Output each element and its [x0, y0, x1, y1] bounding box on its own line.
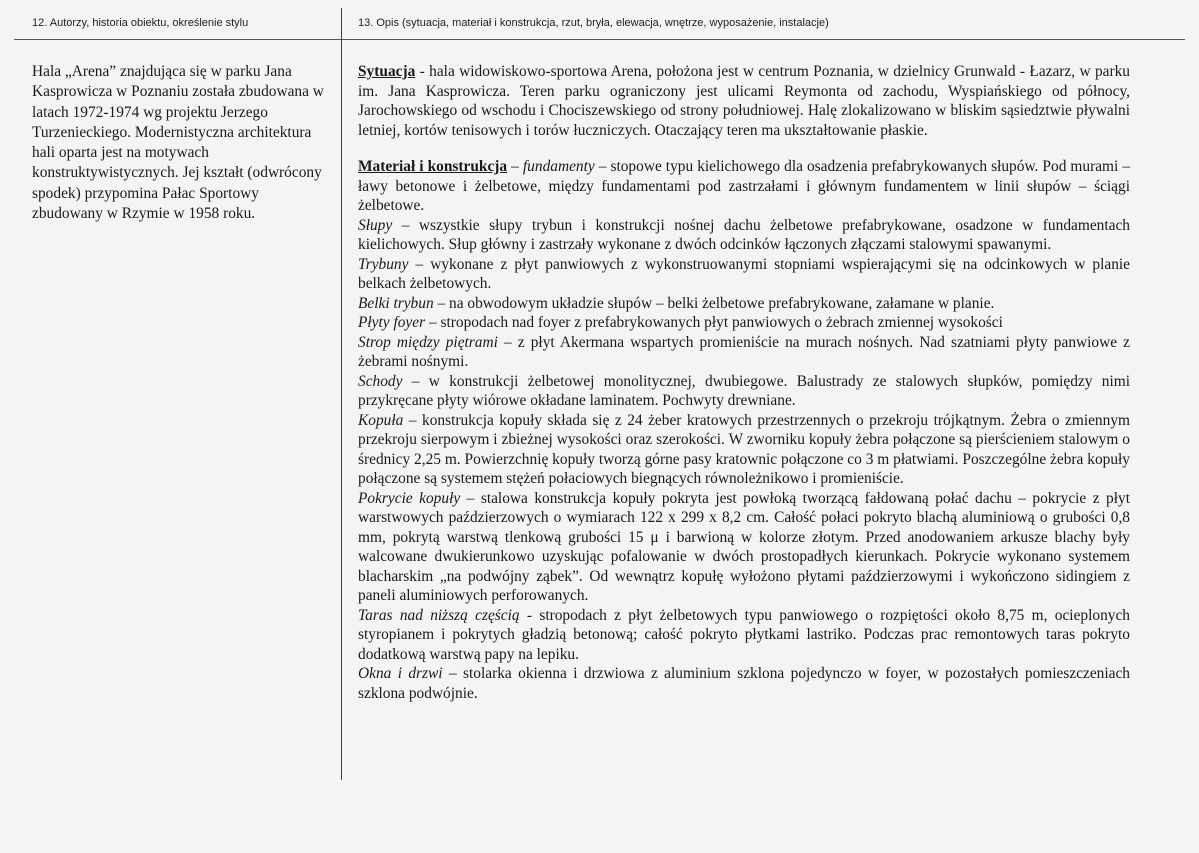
section-strop: Strop między piętrami – z płyt Akermana wspartych promieniście na murach nośnych. Nad szatniami płyty panwiowe z żebrami nośnymi.	[358, 333, 1130, 370]
header-right: 13. Opis (sytuacja, materiał i konstrukcja, rzut, bryła, elewacja, wnętrze, wyposażenie, instalacje)	[358, 17, 829, 29]
section-sytuacja: Sytuacja - hala widowiskowo-sportowa Arena, położona jest w centrum Poznania, w dzielnicy Grunwald - Łazarz, w parku im. Jana Kasprowicza. Teren parku ograniczony jest ulicami Reymonta od zachodu, Wyspiańskiego od północy, Jarochowskiego od wschodu i Chociszewskiego od strony południowej. Halę zlokalizowano w bliskim sąsiedztwie pływalni letniej, kortów tenisowych i torów łuczniczych. Otaczający teren ma ukształtowanie płaskie.	[358, 63, 1130, 139]
section-plyty-foyer: Płyty foyer – stropodach nad foyer z prefabrykowanych płyt panwiowych o żebrach zmiennej wysokości	[358, 314, 1003, 331]
section-pokrycie: Pokrycie kopuły – stalowa konstrukcja kopuły pokryta jest powłoką tworzącą fałdowaną połać dachu – pokrycie z płyt warstwowych paździerzowych o wymiarach 122 x 299 x 8,2 cm. Całość połaci pokryto blachą aluminiową o grubości 0,8 mm, pokrytą warstwą tlenkową grubości 15 μ i barwioną w kolorze złotym. Przed anodowaniem arkusze blachy były walcowane dwukierunkowo uzyskując pofalowanie w dwóch prostopadłych kierunkach. Pokrycie wykonano systemem blacharskim „na podwójny ząbek”. Od wewnątrz kopułę wyłożono płytami paździerzowymi i wykończono sidingiem z paneli aluminiowych perforowanych.	[358, 489, 1130, 604]
section-material: Materiał i konstrukcja – fundamenty – stopowe typu kielichowego dla osadzenia prefabrykowanych słupów. Pod murami – ławy betonowe i żelbetowe, między fundamentami pod zastrzałami i głównym fundamentem w linii słupów – ściągi żelbetowe.	[358, 158, 1131, 214]
section-belki: Belki trybun – na obwodowym układzie słupów – belki żelbetowe prefabrykowane, załamane w planie.	[358, 294, 995, 312]
section-okna: Okna i drzwi – stolarka okienna i drzwiowa z aluminium szklona pojedynczo w foyer, w pozostałych pomieszczeniach szklona podwójnie.	[358, 665, 1130, 702]
section-slupy: Słupy – wszystkie słupy trybun i konstrukcji nośnej dachu żelbetowe prefabrykowane, osadzone w fundamentach kielichowych. Słup główny i zastrzały wykonane z dwóch odcinków łączonych złączami stalowymi spawanymi.	[358, 216, 1130, 253]
section-kopula: Kopuła – konstrukcja kopuły składa się z 24 żeber kratowych przestrzennych o przekroju trójkątnym. Żebra o zmiennym przekroju sierpowym i zbieżnej wysokości oraz szerokości. W zworniku kopuły żebra połączone są pierścieniem stalowym o średnicy 2,25 m. Powierzchnię kopuły tworzą górne pasy kratownic połączone co 3 m płatwiami. Poszczególne żebra kopuły połączone są systemem stężeń połaciowych biegnących równoleżnikowo i promieniście.	[358, 411, 1130, 487]
column-divider	[341, 8, 342, 780]
section-taras: Taras nad niższą częścią - stropodach z płyt żelbetowych typu panwiowego o rozpiętości około 8,75 m, ocieplonych styropianem i pokrytych gładzią betonową; całość pokryto płytkami lastriko. Podczas prac remontowych taras pokryto dodatkową warstwą papy na lepiku.	[358, 606, 1130, 663]
description-text	[358, 62, 1130, 703]
section-trybuny: Trybuny – wykonane z płyt panwiowych z wykonstruowanymi stopniami wspierającymi się na odcinkowych w planie belkach żelbetowych.	[358, 255, 1130, 292]
header-left: 12. Autorzy, historia obiektu, określenie stylu	[32, 17, 249, 29]
section-schody: Schody – w konstrukcji żelbetowej monolitycznej, dwubiegowe. Balustrady ze stalowych słupków, pomiędzy nimi przykręcane płyty wiórowe okładane laminatem. Pochwyty drewniane.	[358, 372, 1130, 409]
authors-history-text: Hala „Arena” znajdująca się w parku Jana Kasprowicza w Poznaniu została zbudowana w latach 1972-1974 wg projektu Jerzego Turzenieckiego. Modernistyczna architektura hali oparta jest na motywach konstruktywistycznych. Jej kształt (odwrócony spodek) przypomina Pałac Sportowy zbudowany w Rzymie w 1958 roku.	[32, 63, 324, 223]
header-divider	[14, 39, 1185, 40]
